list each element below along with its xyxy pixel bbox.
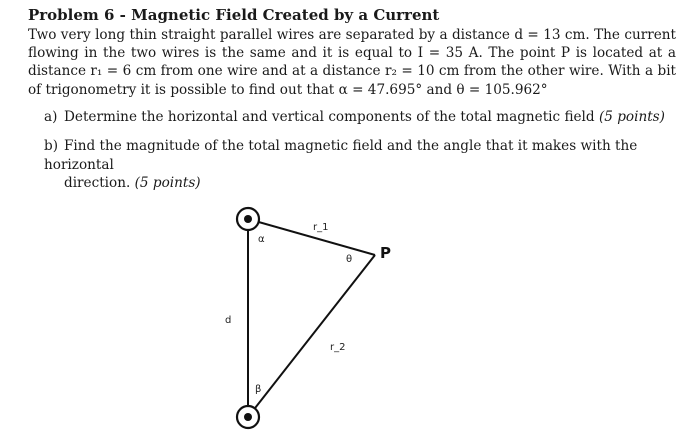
question-b-text-line2: direction. — [64, 175, 131, 191]
question-a-marker: a) — [44, 109, 58, 125]
alpha-label: α — [258, 234, 265, 245]
bottom-wire-icon — [237, 406, 259, 428]
d-label: d — [225, 315, 232, 326]
problem-title: Problem 6 - Magnetic Field Created by a Current — [28, 6, 440, 24]
segment-r1-line — [248, 219, 375, 255]
beta-label: β — [255, 384, 262, 395]
question-a-text: Determine the horizontal and vertical components of the total magnetic field — [64, 109, 595, 125]
point-p-label: P — [380, 244, 391, 262]
top-wire-icon — [237, 208, 259, 230]
problem-statement: Two very long thin straight parallel wires are separated by a distance d = 13 cm. The current flowing in the two wires is the same and it is equal to I = 35 A. The point P is located at a distance r₁ = 6 cm from one wire and at a distance r₂ = 10 cm from the other wire. With a bit of trigonometry it is possible to find out that α = 47.695° and θ = 105.962° — [28, 27, 676, 98]
question-a-points: (5 points) — [598, 109, 665, 125]
question-b-points: (5 points) — [134, 175, 201, 191]
theta-label: θ — [346, 254, 353, 265]
r2-label: r_2 — [330, 342, 346, 353]
question-b-text-line1: Find the magnitude of the total magnetic field and the angle that it makes with the horizontal — [44, 138, 638, 173]
r1-label: r_1 — [313, 222, 329, 233]
question-b-marker: b) — [44, 138, 59, 154]
segment-r2-line — [248, 255, 375, 417]
